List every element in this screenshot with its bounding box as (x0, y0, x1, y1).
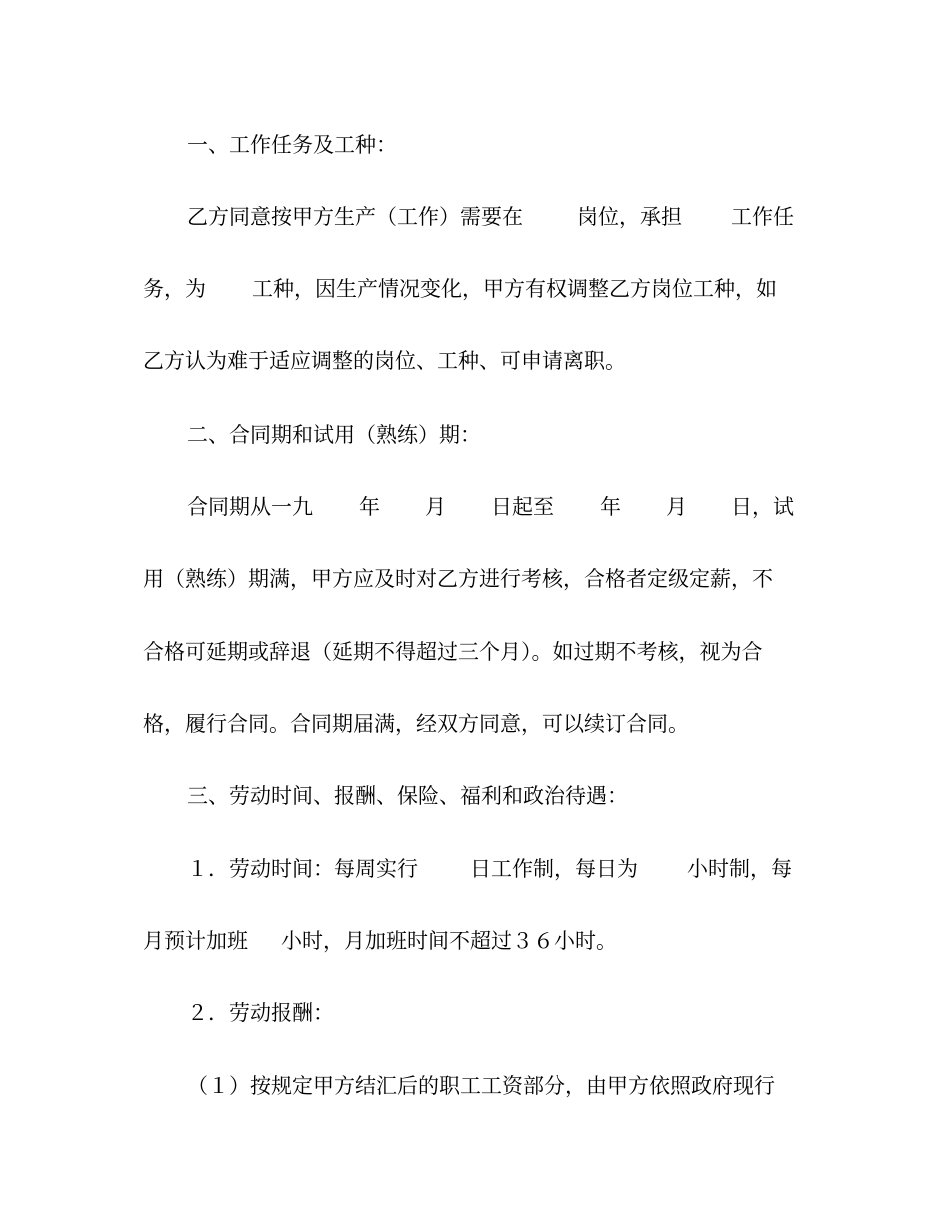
item-1-line-1 (0, 849, 950, 889)
section-2-heading: 二、合同期和试用（熟练）期： (187, 423, 481, 447)
text-segment: １．劳动时间：每周实行 (187, 857, 418, 881)
section-3-heading-line (0, 776, 950, 816)
section-2-heading-line (0, 415, 950, 455)
text-segment: 合同期从一九 (187, 495, 313, 519)
text-segment: 用（熟练）期满，甲方应及时对乙方进行考核，合格者定级定薪，不 (143, 567, 773, 591)
text-segment: 合格可延期或辞退（延期不得超过三个月）。如过期不考核，视为合 (143, 640, 763, 664)
item-1-line-2 (0, 921, 950, 961)
text-segment: 年 (600, 495, 621, 519)
item-2-sub-1-line (0, 1066, 950, 1106)
text-segment: 年 (359, 495, 380, 519)
item-2-heading: ２．劳动报酬： (187, 1001, 334, 1025)
section-2-paragraph-line-4 (0, 704, 950, 744)
text-segment: 月预计加班 (143, 929, 248, 953)
section-2-paragraph-line-1 (0, 487, 950, 527)
section-1-heading-line (0, 125, 950, 165)
section-1-paragraph-line-3 (0, 341, 950, 381)
text-segment: 月 (425, 495, 446, 519)
section-2-paragraph-line-3 (0, 632, 950, 672)
section-2-paragraph-line-2 (0, 559, 950, 599)
text-segment: 岗位，承担 (577, 205, 682, 229)
section-1-paragraph-line-1 (0, 197, 950, 237)
text-segment: 乙方同意按甲方生产（工作）需要在 (187, 205, 523, 229)
text-segment: 务，为 (143, 277, 206, 301)
text-segment: 日工作制，每日为 (470, 857, 638, 881)
text-segment: 日，试 (731, 495, 794, 519)
section-3-heading: 三、劳动时间、报酬、保险、福利和政治待遇： (187, 784, 628, 808)
text-segment: 小时制，每 (687, 857, 792, 881)
section-1-paragraph-line-2 (0, 269, 950, 309)
text-segment: 乙方认为难于适应调整的岗位、工种、可申请离职。 (143, 349, 626, 373)
item-2-heading-line (0, 993, 950, 1033)
text-segment: 工种，因生产情况变化，甲方有权调整乙方岗位工种，如 (252, 277, 777, 301)
section-1-heading: 一、工作任务及工种： (187, 133, 397, 157)
text-segment: 小时，月加班时间不超过３６小时。 (281, 929, 617, 953)
text-segment: （１）按规定甲方结汇后的职工工资部分，由甲方依照政府现行 (187, 1074, 775, 1098)
text-segment: 日起至 (491, 495, 554, 519)
text-segment: 月 (666, 495, 687, 519)
text-segment: 工作任 (731, 205, 794, 229)
text-segment: 格，履行合同。合同期届满，经双方同意，可以续订合同。 (143, 712, 689, 736)
